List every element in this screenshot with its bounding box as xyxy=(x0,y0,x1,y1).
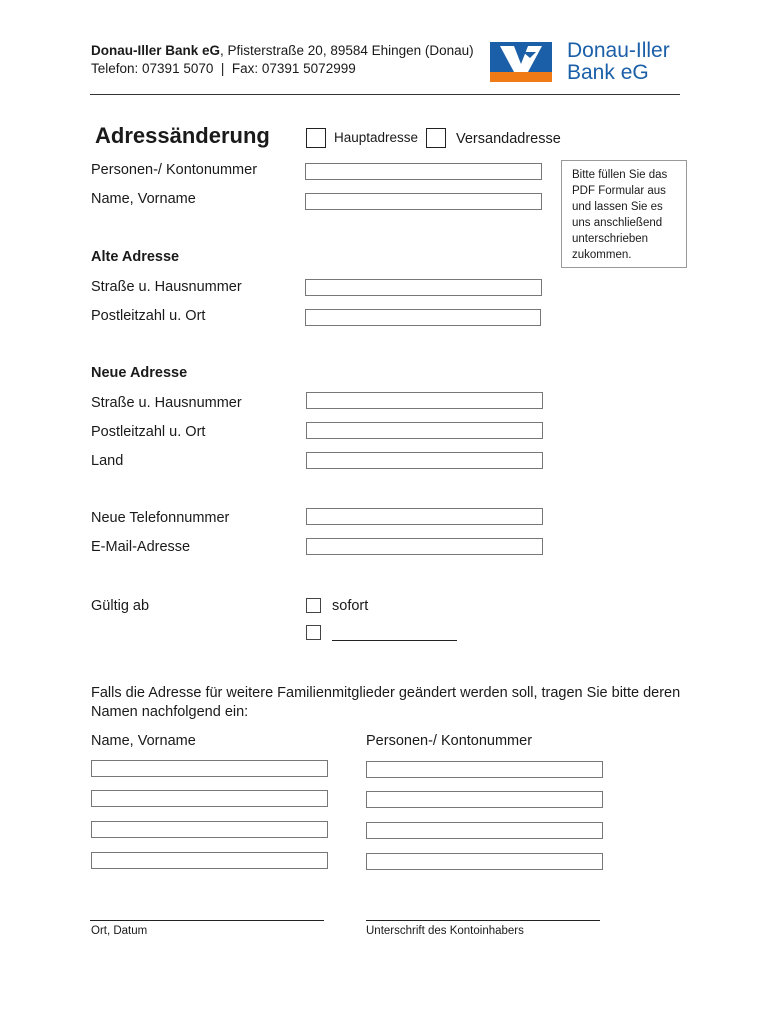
label-family-account: Personen-/ Kontonummer xyxy=(366,733,533,749)
header-divider xyxy=(90,94,680,95)
bank-street: , Pfisterstraße 20, 89584 Ehingen (Donau) xyxy=(220,43,474,58)
new-address-heading: Neue Adresse xyxy=(91,365,188,381)
family-name-field-1[interactable] xyxy=(91,760,328,777)
country-field[interactable] xyxy=(306,452,543,469)
new-city-field[interactable] xyxy=(306,422,543,439)
family-name-field-2[interactable] xyxy=(91,790,328,807)
label-country: Land xyxy=(91,453,124,469)
label-family-name: Name, Vorname xyxy=(91,733,196,749)
account-number-field[interactable] xyxy=(305,163,542,180)
label-new-city: Postleitzahl u. Ort xyxy=(91,424,206,440)
old-address-heading: Alte Adresse xyxy=(91,249,180,265)
label-phone: Neue Telefonnummer xyxy=(91,510,230,526)
logo-line1: Donau-Iller xyxy=(567,39,670,62)
valid-date-line[interactable] xyxy=(332,640,457,641)
label-old-street: Straße u. Hausnummer xyxy=(91,279,242,295)
family-account-field-2[interactable] xyxy=(366,791,603,808)
place-date-line[interactable] xyxy=(90,920,324,921)
bank-name: Donau-Iller Bank eG xyxy=(91,43,221,58)
label-valid-from: Gültig ab xyxy=(91,598,150,614)
checkbox-versandadresse[interactable] xyxy=(426,128,446,148)
old-city-field[interactable] xyxy=(305,309,541,326)
label-new-street: Straße u. Hausnummer xyxy=(91,395,242,411)
label-name: Name, Vorname xyxy=(91,191,196,207)
label-email: E-Mail-Adresse xyxy=(91,539,191,555)
instruction-note: Bitte füllen Sie das PDF Formular aus und lassen Sie es uns anschließend unterschrieben zukommen. xyxy=(561,160,687,268)
email-field[interactable] xyxy=(306,538,543,555)
bank-address-line xyxy=(91,43,474,58)
label-old-city: Postleitzahl u. Ort xyxy=(91,308,206,324)
label-place-date: Ort, Datum xyxy=(91,925,148,937)
family-account-field-3[interactable] xyxy=(366,822,603,839)
old-street-field[interactable] xyxy=(305,279,542,296)
family-name-field-4[interactable] xyxy=(91,852,328,869)
checkbox-date[interactable] xyxy=(306,625,321,640)
volksbank-logo-icon xyxy=(490,42,552,82)
label-account-number: Personen-/ Kontonummer xyxy=(91,162,258,178)
name-field[interactable] xyxy=(305,193,542,210)
bank-contact-line: Telefon: 07391 5070 | Fax: 07391 5072999 xyxy=(91,61,356,76)
label-immediately: sofort xyxy=(332,598,369,614)
checkbox-hauptadresse[interactable] xyxy=(306,128,326,148)
label-signature: Unterschrift des Kontoinhabers xyxy=(366,925,524,937)
label-versandadresse: Versandadresse xyxy=(456,131,561,147)
form-title: Adressänderung xyxy=(95,123,270,148)
logo-line2: Bank eG xyxy=(567,61,649,84)
family-account-field-4[interactable] xyxy=(366,853,603,870)
new-street-field[interactable] xyxy=(306,392,543,409)
signature-line[interactable] xyxy=(366,920,600,921)
checkbox-immediately[interactable] xyxy=(306,598,321,613)
logo-text xyxy=(567,40,670,84)
phone-field[interactable] xyxy=(306,508,543,525)
family-name-field-3[interactable] xyxy=(91,821,328,838)
label-hauptadresse: Hauptadresse xyxy=(334,130,419,145)
family-instruction: Falls die Adresse für weitere Familienmitglieder geändert werden soll, tragen Sie bitte deren Namen nachfolgend ein: xyxy=(91,685,681,720)
family-account-field-1[interactable] xyxy=(366,761,603,778)
